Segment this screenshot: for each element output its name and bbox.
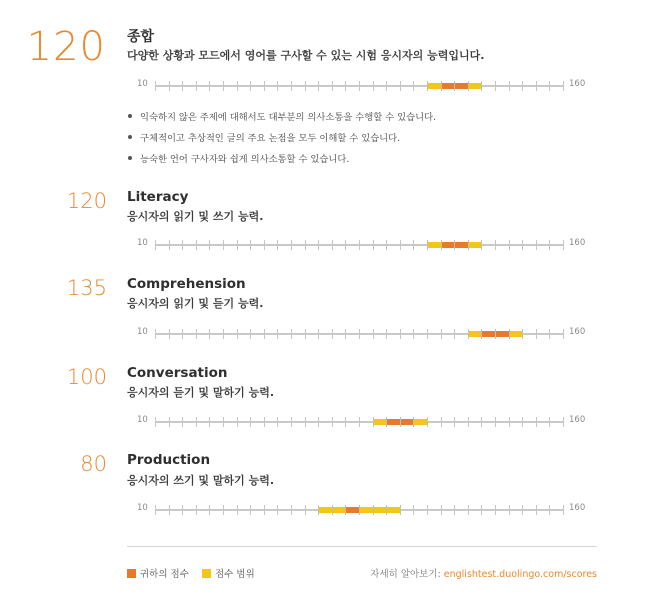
- scale-tick: [373, 240, 374, 250]
- scale-tick: [495, 505, 496, 515]
- scale-tick: [305, 81, 306, 91]
- scale-tick: [495, 240, 496, 250]
- legend-score-range: [202, 569, 255, 580]
- scale-tick: [563, 81, 564, 91]
- score-bar-tick: [441, 81, 442, 91]
- scale-tick: [454, 329, 455, 339]
- scale-tick: [536, 81, 537, 91]
- score-bar-tick: [400, 505, 401, 515]
- comprehension-title: Comprehension: [127, 276, 246, 292]
- comprehension-scale: [127, 328, 597, 340]
- scale-tick: [522, 505, 523, 515]
- scale-tick: [277, 81, 278, 91]
- conversation-description: 응시자의 듣기 및 말하기 능력.: [127, 386, 275, 399]
- scale-tick: [563, 240, 564, 250]
- scale-tick: [495, 417, 496, 427]
- score-bar-tick: [468, 81, 469, 91]
- scale-tick: [373, 329, 374, 339]
- scale-tick: [509, 417, 510, 427]
- comprehension-description: 응시자의 읽기 및 듣기 능력.: [127, 297, 264, 310]
- conversation-title: Conversation: [127, 365, 228, 381]
- score-bar-tick: [454, 240, 455, 250]
- scale-tick: [223, 81, 224, 91]
- scale-tick: [549, 81, 550, 91]
- score-bar-tick: [468, 329, 469, 339]
- scale-tick: [155, 329, 156, 339]
- score-range-swatch: [202, 569, 211, 578]
- scale-tick: [182, 329, 183, 339]
- scale-tick: [305, 417, 306, 427]
- scale-tick: [468, 417, 469, 427]
- scale-tick: [495, 81, 496, 91]
- scale-tick: [169, 505, 170, 515]
- scale-tick: [549, 417, 550, 427]
- scale-tick: [549, 240, 550, 250]
- score-bar-tick: [318, 505, 319, 515]
- scale-tick: [182, 240, 183, 250]
- scale-tick: [250, 81, 251, 91]
- conversation-scale: [127, 416, 597, 428]
- legend-your-score-label: 귀하의 점수: [140, 569, 189, 580]
- score-bar-tick: [481, 81, 482, 91]
- scale-tick: [237, 81, 238, 91]
- scale-tick: [237, 240, 238, 250]
- score-bar-tick: [427, 81, 428, 91]
- literacy-title: Literacy: [127, 189, 189, 205]
- scale-tick: [413, 240, 414, 250]
- scale-tick: [155, 417, 156, 427]
- scale-tick: [318, 417, 319, 427]
- scale-tick: [182, 81, 183, 91]
- scale-tick: [237, 329, 238, 339]
- scale-tick: [563, 329, 564, 339]
- score-bar-tick: [345, 505, 346, 515]
- score-bar-tick: [522, 329, 523, 339]
- scale-tick: [237, 505, 238, 515]
- scale-tick: [196, 329, 197, 339]
- scale-max-label: 160: [569, 79, 586, 89]
- scale-min-label: 10: [137, 415, 148, 425]
- scale-tick: [277, 240, 278, 250]
- scale-tick: [209, 417, 210, 427]
- score-bar-tick: [509, 329, 510, 339]
- scale-tick: [169, 329, 170, 339]
- score-bar-tick: [481, 329, 482, 339]
- scale-tick: [264, 505, 265, 515]
- scale-max-label: 160: [569, 238, 586, 248]
- scale-tick: [536, 329, 537, 339]
- score-bar-tick: [427, 417, 428, 427]
- scale-tick: [468, 505, 469, 515]
- production-scale: [127, 504, 597, 516]
- scale-tick: [386, 329, 387, 339]
- scale-tick: [359, 329, 360, 339]
- overall-score: 120: [26, 24, 106, 70]
- scale-tick: [223, 329, 224, 339]
- scale-tick: [359, 81, 360, 91]
- comprehension-score: 135: [66, 276, 107, 300]
- legend: [127, 566, 265, 580]
- scale-tick: [400, 240, 401, 250]
- scale-tick: [291, 240, 292, 250]
- scale-tick: [155, 240, 156, 250]
- score-bar-tick: [481, 240, 482, 250]
- scale-tick: [332, 240, 333, 250]
- production-description: 응시자의 쓰기 및 말하기 능력.: [127, 474, 275, 487]
- scale-tick: [209, 505, 210, 515]
- scale-tick: [277, 329, 278, 339]
- scale-min-label: 10: [137, 503, 148, 513]
- scale-tick: [277, 417, 278, 427]
- scale-tick: [345, 81, 346, 91]
- scale-tick: [155, 505, 156, 515]
- scale-tick: [264, 329, 265, 339]
- scale-tick: [196, 505, 197, 515]
- scale-tick: [291, 505, 292, 515]
- scale-tick: [169, 417, 170, 427]
- scale-tick: [182, 417, 183, 427]
- scale-tick: [509, 81, 510, 91]
- scale-tick: [345, 329, 346, 339]
- scale-tick: [196, 240, 197, 250]
- scale-tick: [318, 329, 319, 339]
- your-score-swatch: [127, 569, 136, 578]
- learn-more-link[interactable]: englishtest.duolingo.com/scores: [443, 569, 597, 580]
- score-bar-tick: [468, 240, 469, 250]
- score-bar-tick: [441, 240, 442, 250]
- overall-bullet-list: [127, 109, 436, 172]
- scale-tick: [332, 81, 333, 91]
- score-bar-tick: [454, 81, 455, 91]
- scale-tick: [155, 81, 156, 91]
- scale-tick: [359, 240, 360, 250]
- your-score-bar: [345, 507, 359, 513]
- scale-tick: [549, 329, 550, 339]
- scale-tick: [481, 417, 482, 427]
- scale-tick: [345, 417, 346, 427]
- scale-tick: [305, 329, 306, 339]
- legend-your-score: [127, 569, 189, 580]
- scale-tick: [400, 81, 401, 91]
- production-title: Production: [127, 452, 211, 468]
- scale-tick: [264, 240, 265, 250]
- overall-description: 다양한 상황과 모드에서 영어를 구사할 수 있는 시험 응시자의 능력입니다.: [127, 49, 485, 62]
- scale-tick: [305, 505, 306, 515]
- scale-tick: [509, 505, 510, 515]
- scale-min-label: 10: [137, 327, 148, 337]
- scale-tick: [291, 417, 292, 427]
- scale-tick: [400, 329, 401, 339]
- scale-tick: [454, 417, 455, 427]
- scale-tick: [413, 81, 414, 91]
- production-score: 80: [80, 452, 107, 476]
- literacy-description: 응시자의 읽기 및 쓰기 능력.: [127, 210, 264, 223]
- scale-tick: [318, 81, 319, 91]
- overall-bullet: 구체적이고 추상적인 글의 주요 논점을 모두 이해할 수 있습니다.: [127, 130, 436, 151]
- score-bar-tick: [386, 505, 387, 515]
- scale-tick: [264, 81, 265, 91]
- scale-tick: [413, 505, 414, 515]
- score-bar-tick: [373, 417, 374, 427]
- scale-tick: [291, 329, 292, 339]
- scale-tick: [427, 505, 428, 515]
- scale-tick: [250, 505, 251, 515]
- scale-tick: [563, 417, 564, 427]
- scale-tick: [441, 505, 442, 515]
- scale-tick: [305, 240, 306, 250]
- overall-bullet: 익숙하지 않은 주제에 대해서도 대부분의 의사소통을 수행할 수 있습니다.: [127, 109, 436, 130]
- scale-tick: [345, 240, 346, 250]
- scale-tick: [209, 240, 210, 250]
- score-bar-tick: [373, 505, 374, 515]
- scale-tick: [277, 505, 278, 515]
- scale-tick: [182, 505, 183, 515]
- scale-tick: [522, 240, 523, 250]
- scale-tick: [413, 329, 414, 339]
- scale-tick: [264, 417, 265, 427]
- overall-title: 종합: [127, 29, 155, 45]
- learn-more-prefix: 자세히 알아보기:: [370, 569, 441, 580]
- scale-tick: [332, 329, 333, 339]
- scale-tick: [481, 505, 482, 515]
- scale-tick: [359, 417, 360, 427]
- scale-tick: [441, 417, 442, 427]
- scale-min-label: 10: [137, 238, 148, 248]
- scale-tick: [169, 81, 170, 91]
- score-bar-tick: [495, 329, 496, 339]
- scale-tick: [250, 417, 251, 427]
- scale-min-label: 10: [137, 79, 148, 89]
- scale-tick: [209, 329, 210, 339]
- score-bar-tick: [332, 505, 333, 515]
- scale-tick: [196, 417, 197, 427]
- scale-tick: [386, 81, 387, 91]
- scale-tick: [332, 417, 333, 427]
- scale-tick: [386, 240, 387, 250]
- scale-tick: [237, 417, 238, 427]
- scale-tick: [536, 240, 537, 250]
- scale-tick: [509, 240, 510, 250]
- scale-tick: [522, 81, 523, 91]
- scale-tick: [427, 329, 428, 339]
- score-bar-tick: [359, 505, 360, 515]
- score-bar-tick: [386, 417, 387, 427]
- overall-bullet: 능숙한 언어 구사자와 쉽게 의사소통할 수 있습니다.: [127, 151, 436, 172]
- scale-tick: [169, 240, 170, 250]
- scale-tick: [373, 81, 374, 91]
- scale-tick: [536, 505, 537, 515]
- scale-tick: [536, 417, 537, 427]
- scale-max-label: 160: [569, 503, 586, 513]
- scale-tick: [250, 240, 251, 250]
- scale-tick: [522, 417, 523, 427]
- overall-scale: [127, 80, 597, 92]
- scale-tick: [209, 81, 210, 91]
- scale-max-label: 160: [569, 415, 586, 425]
- score-bar-tick: [400, 417, 401, 427]
- literacy-score: 120: [66, 189, 107, 213]
- scale-tick: [291, 81, 292, 91]
- scale-tick: [223, 505, 224, 515]
- literacy-scale: [127, 239, 597, 251]
- scale-tick: [318, 240, 319, 250]
- scale-tick: [549, 505, 550, 515]
- score-bar-tick: [413, 417, 414, 427]
- scale-tick: [250, 329, 251, 339]
- scale-max-label: 160: [569, 327, 586, 337]
- score-bar-tick: [427, 240, 428, 250]
- scale-tick: [196, 81, 197, 91]
- legend-score-range-label: 점수 범위: [214, 569, 255, 580]
- scale-tick: [441, 329, 442, 339]
- scale-tick: [223, 417, 224, 427]
- learn-more: [370, 566, 597, 580]
- scale-tick: [454, 505, 455, 515]
- conversation-score: 100: [66, 365, 107, 389]
- footer-divider: [127, 546, 597, 547]
- scale-tick: [563, 505, 564, 515]
- scale-tick: [223, 240, 224, 250]
